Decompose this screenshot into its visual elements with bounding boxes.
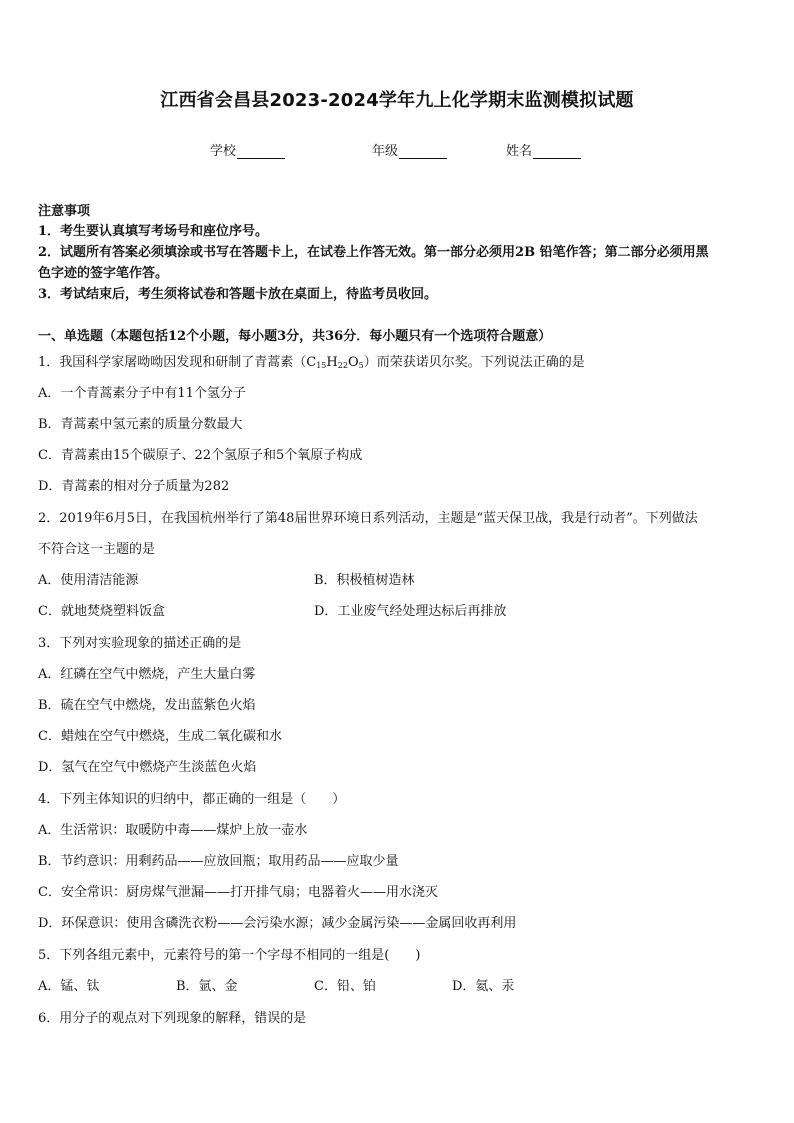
q1-o: O	[347, 355, 359, 370]
q3-option-d: D．氢气在空气中燃烧产生淡蓝色火焰	[38, 760, 257, 775]
q2-stem-line1: 2．2019年6月5日，在我国杭州举行了第48届世界环境日系列活动，主题是“蓝天保卫战，我是行动者”。下列做法	[38, 511, 698, 526]
q1-h: H	[326, 355, 338, 370]
q1-stem	[38, 354, 585, 375]
page-title: 江西省会昌县2023-2024学年九上化学期末监测模拟试题	[160, 90, 634, 111]
notice-item-2: 2．试题所有答案必须填涂或书写在答题卡上，在试卷上作答无效。第一部分必须用2B 铅笔作答；第二部分必须用黑	[38, 245, 709, 260]
q2-option-a: A．使用清洁能源	[38, 573, 139, 588]
q5-option-d: D．氦、汞	[452, 979, 515, 994]
grade-label: 年级	[372, 144, 399, 159]
school-blank	[237, 144, 285, 159]
q3-option-b: B．硫在空气中燃烧，发出蓝紫色火焰	[38, 698, 256, 713]
q4-option-b: B．节约意识：用剩药品——应放回瓶；取用药品——应取少量	[38, 854, 399, 869]
q1-option-b: B．青蒿素中氢元素的质量分数最大	[38, 417, 243, 432]
q1-sub-5: 5	[358, 361, 364, 370]
q4-option-a: A．生活常识：取暖防中毒——煤炉上放一壶水	[38, 823, 308, 838]
q1-stem-text-a: 1．我国科学家屠呦呦因发现和研制了青蒿素（C	[38, 355, 317, 370]
name-label: 姓名	[506, 144, 533, 159]
grade-blank	[399, 144, 447, 159]
name-field	[506, 140, 581, 159]
school-field	[210, 140, 285, 159]
school-label: 学校	[210, 144, 237, 159]
notice-heading: 注意事项	[38, 204, 91, 219]
q1-option-c: C．青蒿素由15个碳原子、22个氢原子和5个氧原子构成	[38, 448, 363, 463]
q5-option-b: B．氩、金	[176, 979, 238, 994]
q4-stem: 4．下列主体知识的归纳中，都正确的一组是（ ）	[38, 792, 346, 807]
q1-sub-22: 22	[337, 361, 348, 370]
q1-sub-15: 15	[316, 361, 327, 370]
q5-stem: 5．下列各组元素中，元素符号的第一个字母不相同的一组是( )	[38, 948, 421, 963]
q2-option-c: C．就地焚烧塑料饭盒	[38, 604, 165, 619]
grade-field	[372, 140, 447, 159]
q5-option-a: A．锰、钛	[38, 979, 100, 994]
q1-option-d: D．青蒿素的相对分子质量为282	[38, 479, 230, 494]
q6-stem: 6．用分子的观点对下列现象的解释，错误的是	[38, 1011, 307, 1026]
notice-item-1: 1．考生要认真填写考场号和座位序号。	[38, 224, 269, 239]
q3-option-c: C．蜡烛在空气中燃烧，生成二氧化碳和水	[38, 729, 282, 744]
q2-option-b: B．积极植树造林	[314, 573, 415, 588]
q5-option-c: C．铅、铂	[314, 979, 376, 994]
q2-option-d: D．工业废气经处理达标后再排放	[314, 604, 507, 619]
name-blank	[533, 144, 581, 159]
notice-item-3: 3．考试结束后，考生须将试卷和答题卡放在桌面上，待监考员收回。	[38, 287, 438, 302]
q3-stem: 3．下列对实验现象的描述正确的是	[38, 636, 242, 651]
q1-option-a: A．一个青蒿素分子中有11个氢分子	[38, 386, 246, 401]
q3-option-a: A．红磷在空气中燃烧，产生大量白雾	[38, 667, 256, 682]
q1-stem-text-b: ）而荣获诺贝尔奖。下列说法正确的是	[363, 355, 585, 370]
section-heading: 一、单选题（本题包括12个小题，每小题3分，共36分．每小题只有一个选项符合题意）	[38, 329, 552, 344]
notice-item-2-cont: 色字迹的签字笔作答。	[38, 266, 169, 281]
q4-option-c: C．安全常识：厨房煤气泄漏——打开排气扇；电器着火——用水浇灭	[38, 885, 438, 900]
q4-option-d: D．环保意识：使用含磷洗衣粉——会污染水源；减少金属污染——金属回收再利用	[38, 916, 517, 931]
q2-stem-line2: 不符合这一主题的是	[38, 542, 156, 557]
